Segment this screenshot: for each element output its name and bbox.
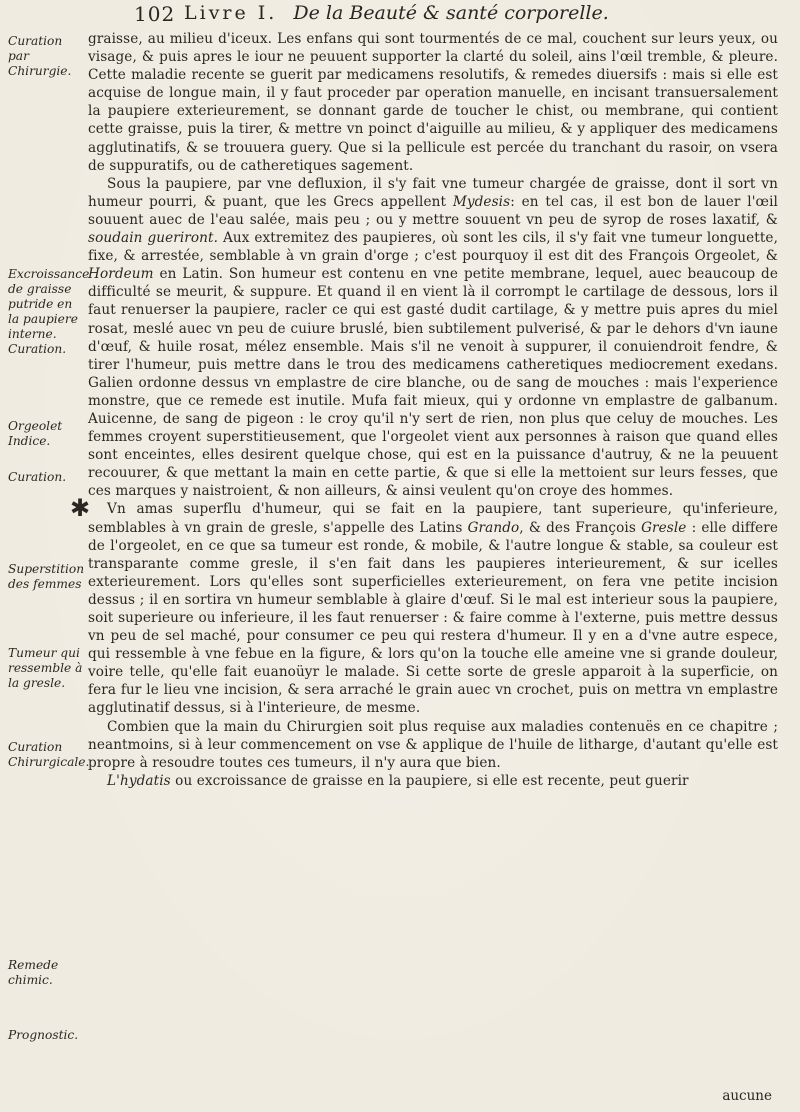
page-header [134, 2, 774, 32]
text-run: Vn amas superflu d'humeur, qui se fait en la paupiere, tant superieure, qu'inferieure, semblables à vn grain de gresle, s'appelle des Latins [88, 501, 778, 536]
text-run: Sous la paupiere, par vne defluxion, il s'y fait vne tumeur chargée de graisse, dont il sort vn humeur pourri, & puant, que les Grecs appellent [88, 175, 778, 210]
text-run: , & des François [519, 519, 636, 536]
term-gresle: Gresle [641, 519, 687, 536]
catchword: aucune [722, 1088, 772, 1104]
term-hydatis: L'hydatis [107, 772, 171, 789]
asterisk-mark: ✱ [70, 494, 91, 522]
text-run: : elle differe de l'orgeolet, en ce que sa tumeur est ronde, & mobile, & l'autre longue & stable, sa couleur est transparante comme gresle, il s'en fait dans les paupieres interieurement, & sur icelles exterieurement. Lors qu'elles sont superficielles exterieurement, on fera vne petite incision dessus ; il en sortira vn humeur semblable à glaire d'œuf. Si le mal est interieur sous la paupiere, soit superieure ou inferieure, il les faut renuerser : & faire comme à l'externe, puis mettre dessus vn peu de sel maché, pour consumer ce peu qui restera d'humeur. Il y en a d'vne autre espece, qui ressemble à vne febue en la figure, & lors qu'on la touche elle ameine vne si grande douleur, voire telle, qu'elle fait euanoüyr le malade. Si cette sorte de gresle apparoit à la superficie, on fera fur le lieu vne incision, & sera arraché le grain auec vn crochet, puis on mettra vn emplastre agglutinatif dessus, si à l'interieure, de mesme. [88, 519, 779, 717]
text-run: Combien que la main du Chirurgien soit plus requise aux maladies contenuës en ce chapitre ; neantmoins, si à leur commencement on vse & applique de l'huile de litharge, d'autant qu'elle est propre à resoudre toutes ces tumeurs, il n'y aura que bien. [88, 718, 778, 771]
margin-note-excroissance: Excroissance de graisse putride en la paupiere interne. Curation. [8, 267, 90, 356]
text-run: en Latin. Son humeur est contenu en vne petite membrane, lequel, auec beaucoup de difficulté se meurit, & suppure. Et quand il en vient là il corrompt le cartilage de dessous, lors il faut renuerser la paupiere, racler ce qui est gasté dudit cartilage, & y mettre puis apres du miel rosat, meslé auec vn peu de cuiure bruslé, bien subtilement pulverisé, & par le dehors d'vn iaune d'œuf, & huile rosat, mélez ensemble. Mais s'il ne venoit à suppurer, il conuiendroit fendre, & tirer l'humeur, puis mettre dans le trou des medicamens catheretiques mediocrement exedans. Galien ordonne dessus vn emplastre de cire blanche, ou de sang de mouches : mais l'experience monstre, que ce remede est inutile. Mufa fait mieux, qui y ordonne vn emplastre de galbanum. Auicenne, de sang de pigeon : le croy qu'il n'y sert de rien, non plus que celuy de mouches. Les femmes croyent superstitieusement, que l'orgeolet vient aux personnes à raison que quand elles sont enceintes, elles desirent quelque chose, qui est en la puissance d'autruy, & ne la peuuent recouurer, & que mettant la main en cette partie, & que si elle la mettoient sur leurs fesses, que ces marques y naistroient, & non ailleurs, & ainsi veulent qu'on croye des hommes. [88, 266, 778, 500]
running-title-book: Livre I. [184, 2, 278, 24]
page-number: 102 [134, 2, 176, 26]
paragraph [88, 718, 778, 772]
margin-note-curation-chirurgie: Curation par Chirurgie. [8, 34, 72, 78]
margin-notes [0, 0, 90, 1112]
term-mydesis: Mydesis [452, 193, 511, 210]
text-run: graisse, au milieu d'iceux. Les enfans qui sont tourmentés de ce mal, couchent sur leurs yeux, ou visage, & puis apres le iour ne peuuent supporter la clarté du soleil, ains l'œil tremble, & pleure. Cette maladie recente se guerit par medicamens resolutifs, & remedes diuersifs : mais si elle est acquise de longue main, il y faut proceder par operation manuelle, en incisant transuersalement la paupiere exterieurement, se donnant garde de toucher le chist, ou membrane, qui contient cette graisse, puis la tirer, & mettre vn poinct d'aiguille au milieu, & y appliquer des medicamens agglutinatifs, & se trouuera guery. Que si la pellicule est percée du tranchant du rasoir, on vsera de suppuratifs, ou de catheretiques sagement. [88, 31, 778, 174]
margin-note-orgeolet: Orgeolet Indice. [8, 419, 63, 448]
main-text [88, 30, 778, 790]
term-soudain: soudain gueriront. [88, 230, 219, 247]
paragraph [88, 500, 778, 717]
text-run: Aux extremitez des paupieres, où sont les cils, il s'y fait vne tumeur longuette, fixe, & arrestée, semblable à vn grain d'orge ; c'est pourquoy il est dit des François Orgeolet, & [88, 230, 778, 265]
margin-note-prognostic: Prognostic. [8, 1028, 79, 1042]
margin-note-remede-chimic: Remede chimic. [8, 958, 59, 987]
margin-note-tumeur-gresle: Tumeur qui ressemble à la gresle. [8, 646, 83, 690]
running-title [184, 2, 609, 24]
text-run: ou excroissance de graisse en la paupiere, si elle est recente, peut guerir [175, 772, 689, 789]
term-hordeum: Hordeum [88, 266, 154, 283]
paragraph [88, 30, 778, 175]
margin-note-curation-chirurgicale: Curation Chirurgicale. [8, 740, 90, 769]
paragraph [88, 175, 778, 501]
running-title-subject: De la Beauté & santé corporelle. [293, 2, 609, 24]
margin-note-superstition: Superstition des femmes [8, 562, 85, 591]
text-run: : en tel cas, il est bon de lauer l'œil souuent auec de l'eau salée, mais peu ; ou y mettre souuent vn peu de syrop de roses laxatif, & [88, 193, 778, 228]
term-grando: Grando [467, 519, 520, 536]
margin-note-curation: Curation. [8, 470, 67, 484]
paragraph [88, 772, 778, 790]
